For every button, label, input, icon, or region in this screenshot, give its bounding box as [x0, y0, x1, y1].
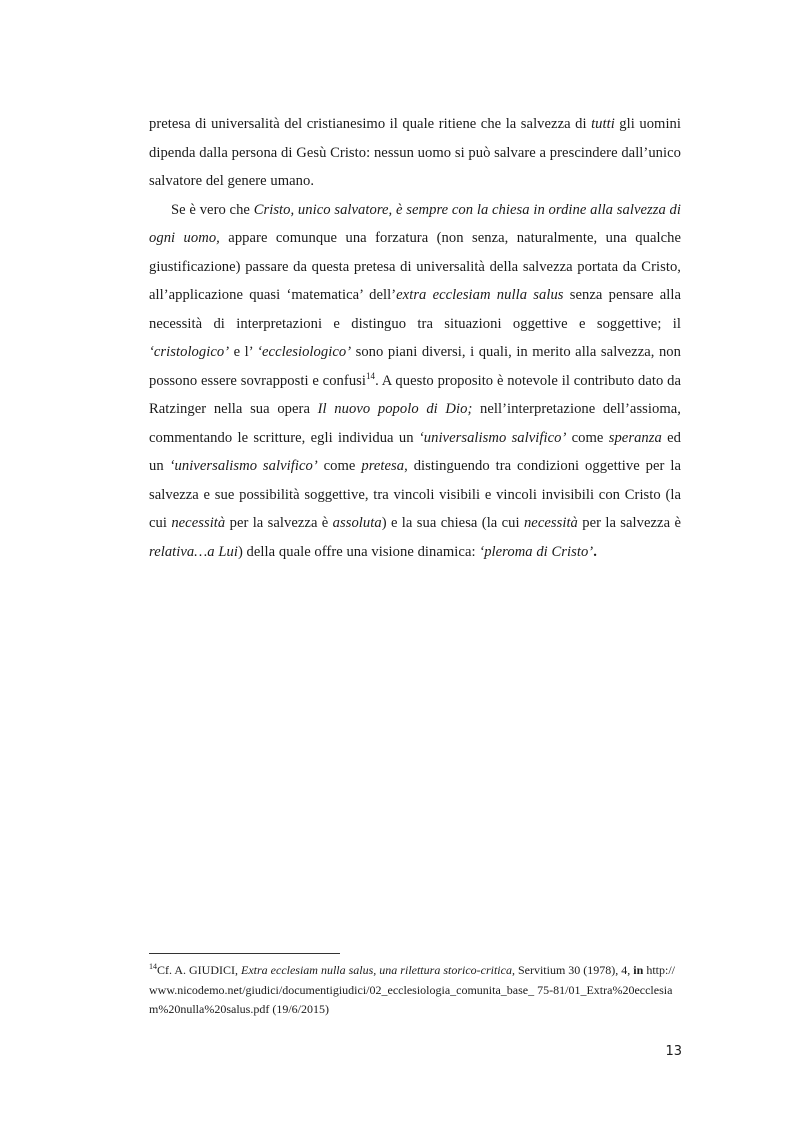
main-text — [149, 110, 681, 566]
text-run: senza pensare alla necessità di interpretazioni e distinguo tra situazioni oggettive e soggettive; il — [149, 287, 681, 332]
italic-run: ‘cristologico’ — [149, 344, 230, 360]
italic-run: relativa…a Lui — [149, 543, 238, 560]
text-run: Servitium 30 (1978), 4, — [514, 963, 634, 977]
italic-run: ‘ecclesiologico’ — [257, 344, 352, 360]
text-run: come — [566, 429, 609, 446]
text-run: gli uomini dipenda dalla persona di Gesù Cristo: nessun uomo si può salvare a prescindere dall’unico salvatore del genere umano. — [149, 116, 682, 189]
bold-run: in — [633, 963, 644, 977]
italic-run: ‘universalismo salvifico’ — [418, 429, 567, 446]
italic-run: pretesa — [361, 458, 405, 474]
paragraph-1 — [149, 110, 681, 196]
footnote-reference[interactable]: 14 — [366, 370, 376, 381]
paragraph-2 — [149, 196, 681, 567]
text-run: . — [593, 543, 597, 560]
text-run: sono piani diversi, i quali, in merito alla salvezza, non possono essere sovrapposti e confusi — [149, 344, 681, 389]
italic-run: necessità — [171, 515, 226, 531]
italic-run: tutti — [591, 116, 615, 132]
footnote-url[interactable]: http://www.nicodemo.net/giudici/documentigiudici/02_ecclesiologia_comunita_base_ 75-81/01_Extra%20ecclesiam%20nulla%20salus.pdf (19/6/2015) — [149, 963, 675, 1016]
text-run: come — [317, 458, 362, 474]
footnote-separator — [149, 953, 340, 954]
italic-run: necessità — [523, 515, 578, 531]
text-run: per la salvezza è — [225, 515, 333, 531]
text-run: . A questo proposito è notevole il contributo dato da Ratzinger nella sua opera — [149, 372, 681, 417]
text-run: e l’ — [229, 344, 258, 360]
footnote-14 — [149, 961, 681, 1020]
text-run: ed un — [149, 429, 681, 474]
text-run: ) e la sua chiesa (la cui — [381, 515, 524, 531]
text-run: , distinguendo tra condizioni oggettive per la salvezza e sue possibilità soggettive, tra vincoli visibili e vincoli invisibili con Cristo (la cui — [149, 458, 681, 531]
text-run: appare comunque una forzatura (non senza, naturalmente, una qualche giustificazione) passare da questa pretesa di universalità della salvezza portata da Cristo, all’applicazione quasi ‘matematica’ dell’ — [149, 230, 681, 303]
text-run: nell’interpretazione dell’assioma, commentando le scritture, egli individua un — [149, 401, 681, 446]
page-number: 13 — [665, 1044, 682, 1059]
italic-run: ‘pleroma di Cristo’ — [479, 543, 594, 560]
italic-run: Il nuovo popolo di Dio; — [317, 401, 473, 417]
text-run: pretesa di universalità del cristianesimo il quale ritiene che la salvezza di — [149, 116, 592, 132]
italic-run: Cristo, unico salvatore, è sempre con la chiesa in ordine alla salvezza di ogni uomo, — [149, 201, 681, 246]
text-run: ) della quale offre una visione dinamica: — [237, 543, 480, 560]
italic-run: Extra ecclesiam nulla salus, una rilettura storico-critica, — [241, 963, 515, 977]
text-run: Cf. A. GIUDICI, — [157, 963, 241, 977]
text-run: Se è vero che — [171, 201, 254, 218]
italic-run: ‘universalismo salvifico’ — [169, 458, 318, 474]
italic-run: assoluta — [332, 515, 382, 531]
footnote-number: 14 — [149, 962, 157, 971]
text-run: per la salvezza è — [577, 515, 681, 531]
italic-run: speranza — [608, 429, 662, 446]
italic-run: extra ecclesiam nulla salus — [396, 287, 564, 303]
